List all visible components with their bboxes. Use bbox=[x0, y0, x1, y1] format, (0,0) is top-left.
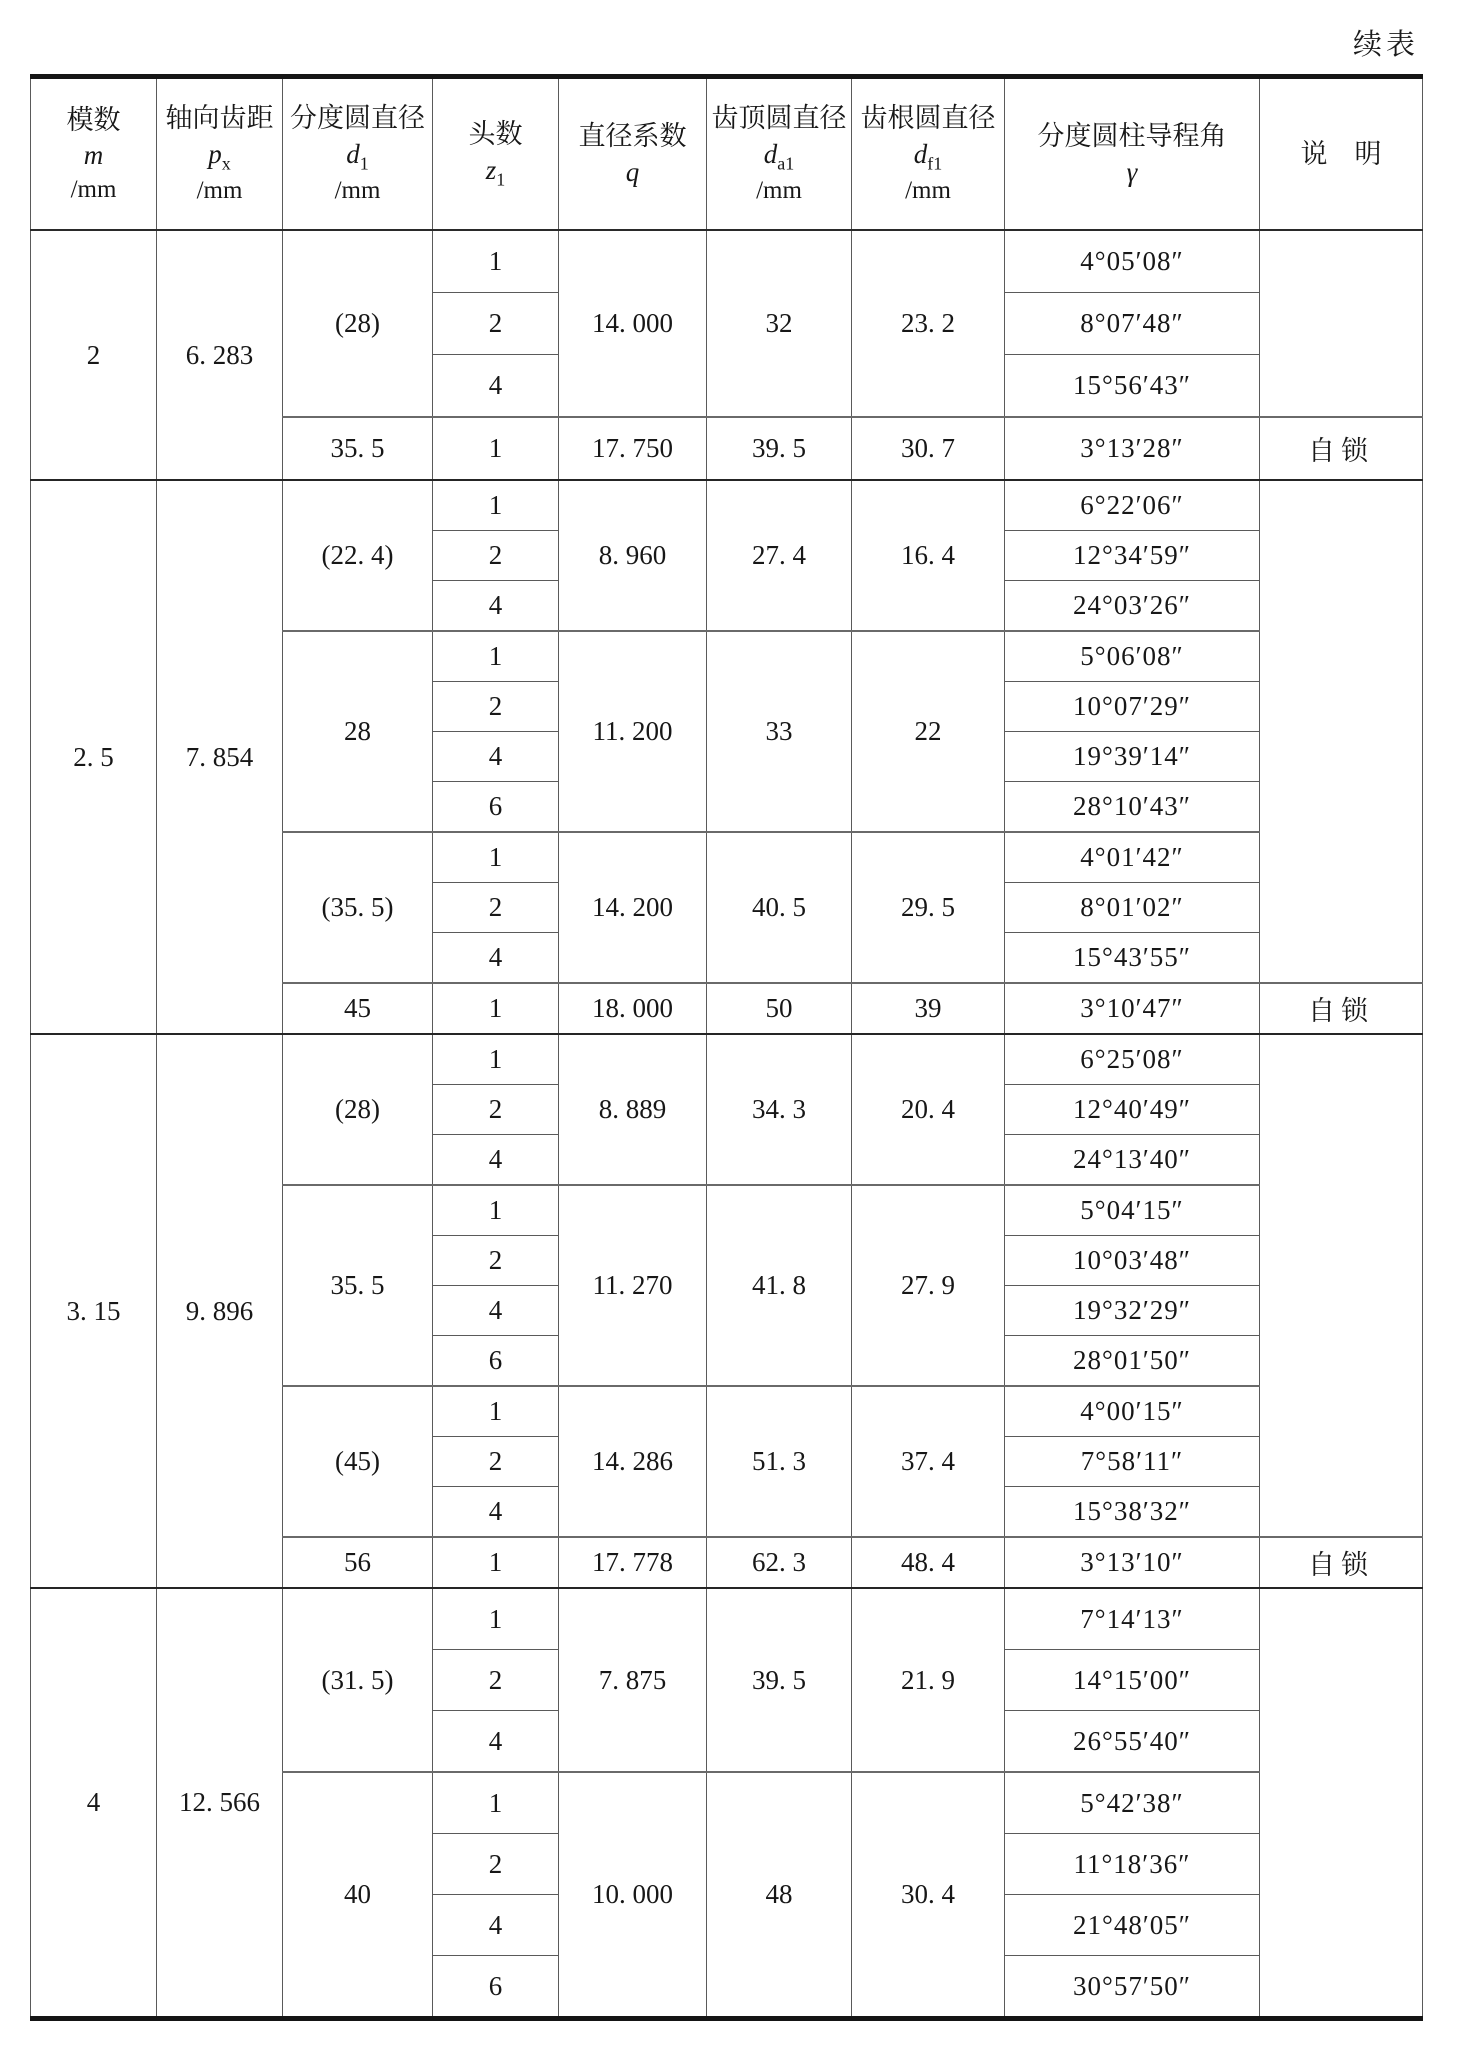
cell-root-diameter-df1: 21. 9 bbox=[852, 1588, 1005, 1772]
cell-note bbox=[1260, 1588, 1423, 2019]
cell-note: 自锁 bbox=[1260, 983, 1423, 1034]
cell-starts-z1: 1 bbox=[433, 417, 559, 480]
cell-note bbox=[1260, 1034, 1423, 1537]
cell-diameter-factor-q: 11. 270 bbox=[559, 1185, 707, 1386]
cell-diameter-factor-q: 18. 000 bbox=[559, 983, 707, 1034]
cell-lead-angle-gamma: 19°32′29″ bbox=[1005, 1286, 1260, 1336]
cell-starts-z1: 1 bbox=[433, 1185, 559, 1236]
cell-axial-pitch-px: 12. 566 bbox=[157, 1588, 283, 2019]
cell-starts-z1: 2 bbox=[433, 682, 559, 732]
cell-lead-angle-gamma: 3°10′47″ bbox=[1005, 983, 1260, 1034]
cell-diameter-factor-q: 8. 889 bbox=[559, 1034, 707, 1185]
cell-starts-z1: 1 bbox=[433, 983, 559, 1034]
table-row bbox=[31, 230, 1423, 293]
cell-lead-angle-gamma: 28°01′50″ bbox=[1005, 1336, 1260, 1387]
cell-reference-diameter-d1: 45 bbox=[283, 983, 433, 1034]
cell-module-m: 2 bbox=[31, 230, 157, 480]
cell-axial-pitch-px: 9. 896 bbox=[157, 1034, 283, 1588]
table-row bbox=[31, 1588, 1423, 1650]
cell-starts-z1: 4 bbox=[433, 581, 559, 632]
cell-lead-angle-gamma: 4°01′42″ bbox=[1005, 832, 1260, 883]
cell-starts-z1: 1 bbox=[433, 1537, 559, 1588]
cell-starts-z1: 4 bbox=[433, 1711, 559, 1773]
cell-tip-diameter-da1: 62. 3 bbox=[707, 1537, 852, 1588]
column-symbol: $p_x$ bbox=[208, 138, 231, 173]
cell-module-m: 2. 5 bbox=[31, 480, 157, 1034]
cell-starts-z1: 2 bbox=[433, 1236, 559, 1286]
cell-root-diameter-df1: 22 bbox=[852, 631, 1005, 832]
cell-tip-diameter-da1: 32 bbox=[707, 230, 852, 417]
cell-starts-z1: 6 bbox=[433, 1336, 559, 1387]
cell-reference-diameter-d1: 35. 5 bbox=[283, 417, 433, 480]
cell-starts-z1: 6 bbox=[433, 1956, 559, 2019]
cell-lead-angle-gamma: 21°48′05″ bbox=[1005, 1895, 1260, 1956]
column-header-7 bbox=[852, 77, 1005, 231]
cell-lead-angle-gamma: 7°58′11″ bbox=[1005, 1437, 1260, 1487]
cell-starts-z1: 4 bbox=[433, 1487, 559, 1538]
cell-note bbox=[1260, 480, 1423, 983]
cell-starts-z1: 4 bbox=[433, 933, 559, 984]
cell-starts-z1: 2 bbox=[433, 1650, 559, 1711]
cell-lead-angle-gamma: 5°04′15″ bbox=[1005, 1185, 1260, 1236]
column-header-2 bbox=[157, 77, 283, 231]
cell-lead-angle-gamma: 26°55′40″ bbox=[1005, 1711, 1260, 1773]
column-header-4 bbox=[433, 77, 559, 231]
cell-lead-angle-gamma: 10°07′29″ bbox=[1005, 682, 1260, 732]
cell-lead-angle-gamma: 12°34′59″ bbox=[1005, 531, 1260, 581]
table-row bbox=[31, 1034, 1423, 1085]
cell-root-diameter-df1: 48. 4 bbox=[852, 1537, 1005, 1588]
column-symbol: m bbox=[83, 140, 104, 171]
cell-lead-angle-gamma: 6°25′08″ bbox=[1005, 1034, 1260, 1085]
cell-lead-angle-gamma: 30°57′50″ bbox=[1005, 1956, 1260, 2019]
column-title: 头数 bbox=[468, 119, 523, 150]
cell-starts-z1: 6 bbox=[433, 782, 559, 833]
cell-axial-pitch-px: 7. 854 bbox=[157, 480, 283, 1034]
cell-lead-angle-gamma: 14°15′00″ bbox=[1005, 1650, 1260, 1711]
cell-lead-angle-gamma: 5°06′08″ bbox=[1005, 631, 1260, 682]
cell-lead-angle-gamma: 15°38′32″ bbox=[1005, 1487, 1260, 1538]
cell-diameter-factor-q: 17. 750 bbox=[559, 417, 707, 480]
column-header-6 bbox=[707, 77, 852, 231]
cell-tip-diameter-da1: 33 bbox=[707, 631, 852, 832]
cell-tip-diameter-da1: 48 bbox=[707, 1772, 852, 2019]
cell-note: 自锁 bbox=[1260, 1537, 1423, 1588]
cell-diameter-factor-q: 14. 286 bbox=[559, 1386, 707, 1537]
cell-lead-angle-gamma: 28°10′43″ bbox=[1005, 782, 1260, 833]
cell-note bbox=[1260, 230, 1423, 417]
cell-lead-angle-gamma: 3°13′10″ bbox=[1005, 1537, 1260, 1588]
cell-starts-z1: 2 bbox=[433, 531, 559, 581]
cell-starts-z1: 2 bbox=[433, 883, 559, 933]
cell-lead-angle-gamma: 8°07′48″ bbox=[1005, 293, 1260, 355]
table-header bbox=[31, 77, 1423, 231]
column-unit: /mm bbox=[196, 177, 243, 205]
cell-tip-diameter-da1: 51. 3 bbox=[707, 1386, 852, 1537]
cell-diameter-factor-q: 17. 778 bbox=[559, 1537, 707, 1588]
cell-tip-diameter-da1: 41. 8 bbox=[707, 1185, 852, 1386]
cell-reference-diameter-d1: 35. 5 bbox=[283, 1185, 433, 1386]
column-symbol: γ bbox=[1126, 156, 1138, 187]
cell-reference-diameter-d1: 40 bbox=[283, 1772, 433, 2019]
column-unit: /mm bbox=[905, 177, 951, 205]
column-title: 说 明 bbox=[1300, 138, 1382, 169]
cell-starts-z1: 2 bbox=[433, 293, 559, 355]
column-symbol: q bbox=[625, 156, 640, 187]
column-header-5 bbox=[559, 77, 707, 231]
cell-starts-z1: 4 bbox=[433, 1286, 559, 1336]
cell-diameter-factor-q: 10. 000 bbox=[559, 1772, 707, 2019]
cell-starts-z1: 1 bbox=[433, 1588, 559, 1650]
cell-root-diameter-df1: 27. 9 bbox=[852, 1185, 1005, 1386]
cell-reference-diameter-d1: (28) bbox=[283, 1034, 433, 1185]
cell-starts-z1: 2 bbox=[433, 1085, 559, 1135]
cell-root-diameter-df1: 16. 4 bbox=[852, 480, 1005, 631]
cell-axial-pitch-px: 6. 283 bbox=[157, 230, 283, 480]
cell-lead-angle-gamma: 7°14′13″ bbox=[1005, 1588, 1260, 1650]
cell-root-diameter-df1: 39 bbox=[852, 983, 1005, 1034]
cell-reference-diameter-d1: 56 bbox=[283, 1537, 433, 1588]
cell-tip-diameter-da1: 50 bbox=[707, 983, 852, 1034]
column-header-8 bbox=[1005, 77, 1260, 231]
cell-starts-z1: 4 bbox=[433, 1895, 559, 1956]
cell-lead-angle-gamma: 15°56′43″ bbox=[1005, 355, 1260, 418]
column-title: 分度圆柱导程角 bbox=[1037, 121, 1227, 152]
column-header-3 bbox=[283, 77, 433, 231]
cell-starts-z1: 1 bbox=[433, 1034, 559, 1085]
cell-lead-angle-gamma: 8°01′02″ bbox=[1005, 883, 1260, 933]
cell-starts-z1: 1 bbox=[433, 230, 559, 293]
column-title: 齿顶圆直径 bbox=[711, 103, 847, 134]
column-unit: /mm bbox=[70, 175, 117, 203]
cell-reference-diameter-d1: (28) bbox=[283, 230, 433, 417]
column-unit: /mm bbox=[334, 177, 381, 205]
cell-tip-diameter-da1: 39. 5 bbox=[707, 1588, 852, 1772]
cell-lead-angle-gamma: 10°03′48″ bbox=[1005, 1236, 1260, 1286]
column-unit: /mm bbox=[756, 177, 802, 205]
column-header-1 bbox=[31, 77, 157, 231]
cell-starts-z1: 1 bbox=[433, 480, 559, 531]
cell-starts-z1: 2 bbox=[433, 1834, 559, 1895]
column-title: 模数 bbox=[66, 104, 121, 135]
cell-root-diameter-df1: 20. 4 bbox=[852, 1034, 1005, 1185]
cell-root-diameter-df1: 23. 2 bbox=[852, 230, 1005, 417]
cell-lead-angle-gamma: 4°00′15″ bbox=[1005, 1386, 1260, 1437]
column-title: 齿根圆直径 bbox=[860, 103, 996, 134]
cell-module-m: 4 bbox=[31, 1588, 157, 2019]
worm-gear-parameter-table bbox=[30, 74, 1423, 2021]
cell-lead-angle-gamma: 24°13′40″ bbox=[1005, 1135, 1260, 1186]
cell-lead-angle-gamma: 12°40′49″ bbox=[1005, 1085, 1260, 1135]
column-symbol: $d_1$ bbox=[346, 138, 369, 173]
cell-lead-angle-gamma: 11°18′36″ bbox=[1005, 1834, 1260, 1895]
continued-table-label: 续表 bbox=[1352, 29, 1419, 61]
column-title: 直径系数 bbox=[578, 121, 687, 152]
cell-tip-diameter-da1: 40. 5 bbox=[707, 832, 852, 983]
cell-diameter-factor-q: 14. 000 bbox=[559, 230, 707, 417]
cell-starts-z1: 4 bbox=[433, 355, 559, 418]
cell-note: 自锁 bbox=[1260, 417, 1423, 480]
cell-lead-angle-gamma: 15°43′55″ bbox=[1005, 933, 1260, 984]
cell-starts-z1: 4 bbox=[433, 1135, 559, 1186]
cell-starts-z1: 1 bbox=[433, 631, 559, 682]
cell-starts-z1: 4 bbox=[433, 732, 559, 782]
column-title: 轴向齿距 bbox=[165, 103, 274, 134]
cell-tip-diameter-da1: 27. 4 bbox=[707, 480, 852, 631]
cell-root-diameter-df1: 37. 4 bbox=[852, 1386, 1005, 1537]
cell-tip-diameter-da1: 34. 3 bbox=[707, 1034, 852, 1185]
cell-diameter-factor-q: 14. 200 bbox=[559, 832, 707, 983]
cell-root-diameter-df1: 30. 4 bbox=[852, 1772, 1005, 2019]
cell-reference-diameter-d1: (31. 5) bbox=[283, 1588, 433, 1772]
column-symbol: $z_1$ bbox=[485, 154, 506, 190]
cell-starts-z1: 1 bbox=[433, 1772, 559, 1834]
cell-diameter-factor-q: 11. 200 bbox=[559, 631, 707, 832]
cell-lead-angle-gamma: 6°22′06″ bbox=[1005, 480, 1260, 531]
cell-reference-diameter-d1: (45) bbox=[283, 1386, 433, 1537]
cell-starts-z1: 1 bbox=[433, 1386, 559, 1437]
cell-lead-angle-gamma: 4°05′08″ bbox=[1005, 230, 1260, 293]
cell-lead-angle-gamma: 19°39′14″ bbox=[1005, 732, 1260, 782]
cell-module-m: 3. 15 bbox=[31, 1034, 157, 1588]
cell-root-diameter-df1: 30. 7 bbox=[852, 417, 1005, 480]
cell-lead-angle-gamma: 3°13′28″ bbox=[1005, 417, 1260, 480]
cell-root-diameter-df1: 29. 5 bbox=[852, 832, 1005, 983]
cell-reference-diameter-d1: 28 bbox=[283, 631, 433, 832]
column-title: 分度圆直径 bbox=[290, 103, 425, 134]
table-row bbox=[31, 480, 1423, 531]
column-symbol: $d_{a1}$ bbox=[763, 138, 795, 173]
column-header-9 bbox=[1260, 77, 1423, 231]
cell-reference-diameter-d1: (22. 4) bbox=[283, 480, 433, 631]
cell-lead-angle-gamma: 24°03′26″ bbox=[1005, 581, 1260, 632]
cell-starts-z1: 2 bbox=[433, 1437, 559, 1487]
cell-diameter-factor-q: 8. 960 bbox=[559, 480, 707, 631]
cell-starts-z1: 1 bbox=[433, 832, 559, 883]
cell-lead-angle-gamma: 5°42′38″ bbox=[1005, 1772, 1260, 1834]
cell-diameter-factor-q: 7. 875 bbox=[559, 1588, 707, 1772]
cell-tip-diameter-da1: 39. 5 bbox=[707, 417, 852, 480]
cell-reference-diameter-d1: (35. 5) bbox=[283, 832, 433, 983]
column-symbol: $d_{f1}$ bbox=[913, 138, 943, 173]
